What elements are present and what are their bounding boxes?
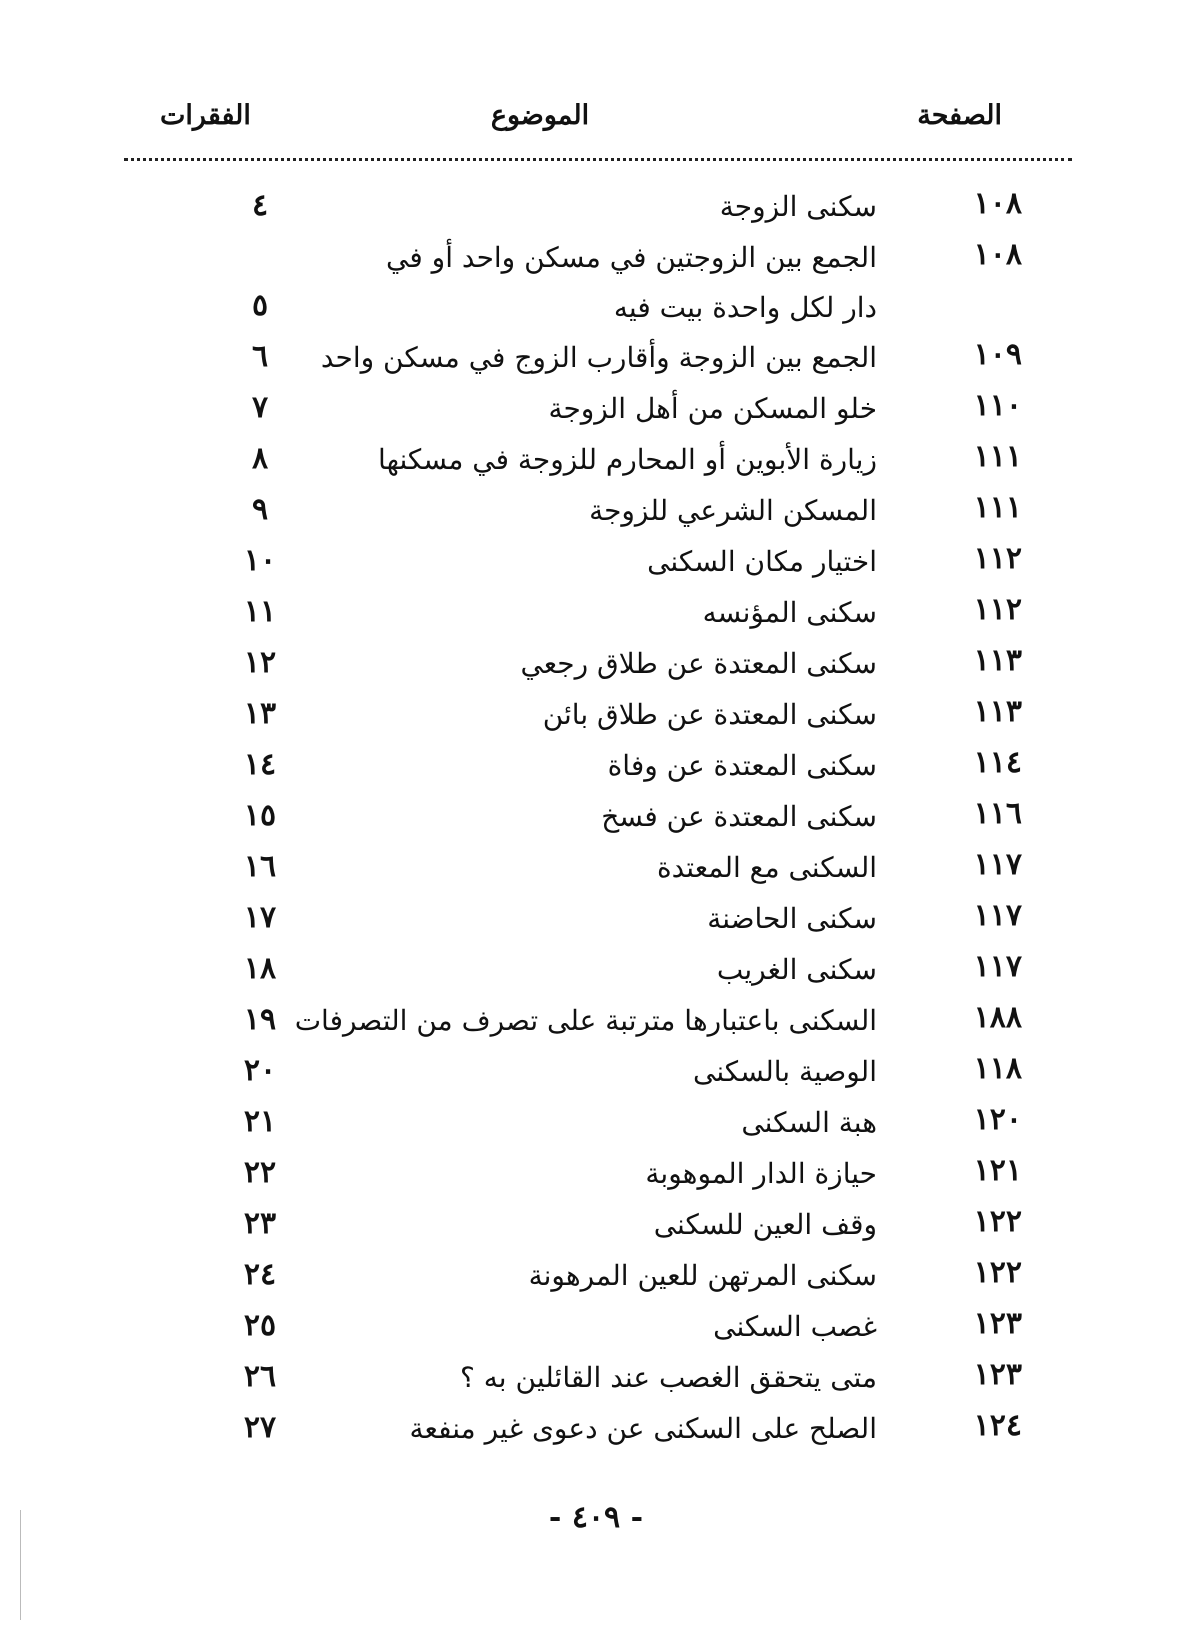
table-row <box>0 890 1192 941</box>
row-paragraph-number: ١١ <box>243 594 277 629</box>
row-paragraph-number: ٢٠ <box>243 1053 277 1088</box>
row-topic-line: السكنى باعتبارها مترتبة على تصرف من التصرفات <box>294 1004 877 1037</box>
scan-margin-line <box>20 1510 21 1620</box>
row-page-number: ١١٧ <box>973 949 1022 984</box>
row-topic <box>377 1302 877 1352</box>
table-row <box>0 178 1192 229</box>
row-page-number: ١٢٣ <box>973 1306 1022 1341</box>
row-paragraph-number: ١٥ <box>243 798 277 833</box>
table-of-contents <box>0 178 1192 1451</box>
table-row <box>0 788 1192 839</box>
row-page-number: ١٠٨ <box>973 186 1022 221</box>
table-row <box>0 635 1192 686</box>
row-topic <box>377 1353 877 1403</box>
row-topic-line: وقف العين للسكنى <box>653 1208 877 1241</box>
row-topic <box>377 1047 877 1097</box>
header-topic-label: الموضوع <box>490 100 590 131</box>
row-paragraph-number: ١٦ <box>243 849 277 884</box>
row-paragraph-number: ١٤ <box>243 747 277 782</box>
row-paragraph-number: ٢٥ <box>243 1308 277 1343</box>
row-page-number: ١١٢ <box>973 592 1022 627</box>
row-topic <box>377 537 877 587</box>
table-row <box>0 737 1192 788</box>
table-row <box>0 1196 1192 1247</box>
row-paragraph-number: ٢٤ <box>243 1257 277 1292</box>
row-topic-line: الجمع بين الزوجتين في مسكن واحد أو في <box>386 241 877 274</box>
row-topic <box>377 1251 877 1301</box>
row-topic <box>377 1404 877 1454</box>
row-paragraph-number: ١٨ <box>243 951 277 986</box>
table-row <box>0 992 1192 1043</box>
row-topic-line: الجمع بين الزوجة وأقارب الزوج في مسكن واحد <box>320 341 877 374</box>
row-paragraph-number: ٧ <box>251 390 269 425</box>
row-page-number: ١١٢ <box>973 541 1022 576</box>
table-row <box>0 1094 1192 1145</box>
row-topic-line: المسكن الشرعي للزوجة <box>589 494 877 527</box>
row-topic-line: حيازة الدار الموهوبة <box>645 1157 877 1190</box>
table-row <box>0 1247 1192 1298</box>
row-paragraph-number: ١٣ <box>243 696 277 731</box>
row-topic <box>377 741 877 791</box>
table-row <box>0 1400 1192 1451</box>
table-row <box>0 584 1192 635</box>
row-page-number: ١٠٩ <box>973 337 1022 372</box>
row-page-number: ١١١ <box>973 439 1022 474</box>
row-topic <box>377 894 877 944</box>
row-topic-line: سكنى الحاضنة <box>707 902 877 935</box>
row-page-number: ١١٠ <box>973 388 1022 423</box>
row-topic-line: سكنى الغريب <box>716 953 877 986</box>
row-topic <box>377 435 877 485</box>
page-number: - ٤٠٩ - <box>548 1500 644 1535</box>
row-topic-line: سكنى المعتدة عن فسخ <box>601 800 877 833</box>
row-topic <box>377 588 877 638</box>
table-row <box>0 482 1192 533</box>
row-topic <box>377 182 877 232</box>
row-page-number: ١١٨ <box>973 1051 1022 1086</box>
row-paragraph-number: ١٩ <box>243 1002 277 1037</box>
table-row <box>0 1145 1192 1196</box>
row-topic <box>377 639 877 689</box>
row-topic <box>377 1200 877 1250</box>
table-row <box>0 329 1192 380</box>
table-row <box>0 1298 1192 1349</box>
row-topic-line: الوصية بالسكنى <box>693 1055 877 1088</box>
row-topic <box>377 384 877 434</box>
row-page-number: ١١٣ <box>973 643 1022 678</box>
table-row <box>0 1349 1192 1400</box>
row-paragraph-number: ٢٢ <box>243 1155 277 1190</box>
row-topic-line: هبة السكنى <box>741 1106 877 1139</box>
row-page-number: ١١٤ <box>973 745 1022 780</box>
row-topic-line: اختيار مكان السكنى <box>647 545 877 578</box>
table-row <box>0 380 1192 431</box>
row-topic <box>377 486 877 536</box>
row-topic-line: زيارة الأبوين أو المحارم للزوجة في مسكنها <box>378 443 877 476</box>
dotted-divider <box>124 158 1072 161</box>
row-page-number: ١٢٢ <box>973 1204 1022 1239</box>
row-topic-line: سكنى المعتدة عن وفاة <box>607 749 877 782</box>
row-topic <box>377 843 877 893</box>
row-topic-line: سكنى المعتدة عن طلاق بائن <box>542 698 877 731</box>
row-paragraph-number: ٨ <box>251 441 269 476</box>
table-row <box>0 431 1192 482</box>
row-topic <box>377 690 877 740</box>
row-topic-line: خلو المسكن من أهل الزوجة <box>548 392 877 425</box>
row-topic-line: السكنى مع المعتدة <box>656 851 877 884</box>
row-paragraph-number: ٢٧ <box>243 1410 277 1445</box>
row-page-number: ١٠٨ <box>973 237 1022 272</box>
table-row <box>0 941 1192 992</box>
row-topic-line: الصلح على السكنى عن دعوى غير منفعة <box>409 1412 877 1445</box>
row-page-number: ١٢٢ <box>973 1255 1022 1290</box>
row-topic-line: سكنى الزوجة <box>719 190 877 223</box>
header-paragraphs-label: الفقرات <box>160 100 251 131</box>
row-paragraph-number: ٤ <box>251 188 269 223</box>
table-row <box>0 839 1192 890</box>
row-topic-line: دار لكل واحدة بيت فيه <box>613 291 877 324</box>
row-page-number: ١١٦ <box>973 796 1022 831</box>
row-topic <box>320 333 877 383</box>
row-page-number: ١١٧ <box>973 847 1022 882</box>
row-paragraph-number: ١٢ <box>243 645 277 680</box>
table-row <box>0 533 1192 584</box>
row-paragraph-number: ٢٣ <box>243 1206 277 1241</box>
table-row <box>0 1043 1192 1094</box>
row-page-number: ١١٧ <box>973 898 1022 933</box>
table-row <box>0 686 1192 737</box>
row-topic-line: غصب السكنى <box>713 1310 877 1343</box>
row-paragraph-number: ١٠ <box>243 543 277 578</box>
row-paragraph-number: ٥ <box>251 288 269 323</box>
row-page-number: ١٢٣ <box>973 1357 1022 1392</box>
row-paragraph-number: ١٧ <box>243 900 277 935</box>
row-page-number: ١٢٠ <box>973 1102 1022 1137</box>
row-page-number: ١٨٨ <box>973 1000 1022 1035</box>
row-topic <box>294 996 877 1046</box>
row-topic <box>377 1098 877 1148</box>
row-topic <box>377 945 877 995</box>
row-page-number: ١٢١ <box>973 1153 1022 1188</box>
row-paragraph-number: ٢٦ <box>243 1359 277 1394</box>
row-topic-line: متى يتحقق الغصب عند القائلين به ؟ <box>460 1361 877 1394</box>
table-row <box>0 229 1192 329</box>
row-topic-line: سكنى المرتهن للعين المرهونة <box>528 1259 877 1292</box>
header-page-label: الصفحة <box>917 100 1002 131</box>
row-paragraph-number: ٢١ <box>243 1104 277 1139</box>
row-topic <box>377 233 877 333</box>
row-page-number: ١٢٤ <box>973 1408 1022 1443</box>
row-topic <box>377 1149 877 1199</box>
row-topic-line: سكنى المعتدة عن طلاق رجعي <box>520 647 877 680</box>
row-paragraph-number: ٦ <box>251 339 269 374</box>
row-page-number: ١١٣ <box>973 694 1022 729</box>
row-paragraph-number: ٩ <box>251 492 269 527</box>
row-page-number: ١١١ <box>973 490 1022 525</box>
row-topic-line: سكنى المؤنسه <box>702 596 877 629</box>
row-topic <box>377 792 877 842</box>
